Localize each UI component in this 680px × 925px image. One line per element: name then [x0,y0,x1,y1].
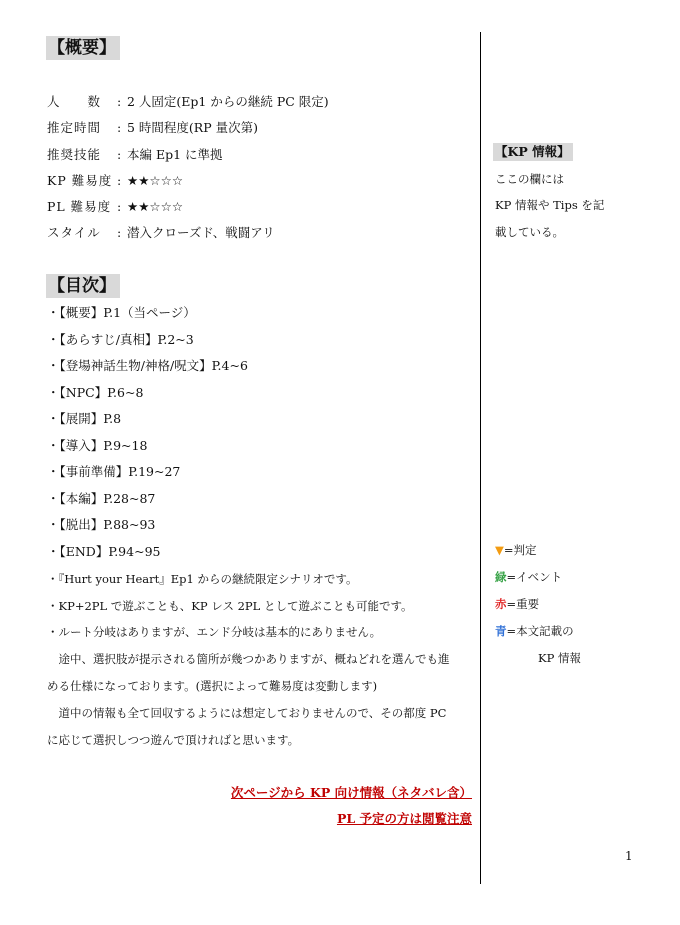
legend-item-judgement [495,541,537,559]
note-line: ・『Hurt your Heart』Ep1 からの継続限定シナリオです。 [47,572,358,586]
legend-item-important [495,595,539,613]
note-line: ・ルート分岐はありますが、エンド分岐は基本的にありません。 [47,625,382,639]
toc-item: ・【END】P.94~95 [47,544,161,559]
overview-value: ★★☆☆☆ [127,199,184,214]
overview-separator: : [117,147,122,162]
note-line: ・KP+2PL で遊ぶことも、KP レス 2PL として遊ぶことも可能です。 [47,599,413,613]
overview-row-style [47,224,275,242]
page-number: 1 [625,849,633,863]
overview-label: 推定時間 [47,120,102,135]
spoiler-warning-line-1: 次ページから KP 向け情報（ネタバレ含） [230,785,472,800]
legend-text: =イベント [506,570,563,584]
toc-item: ・【登場神話生物/神格/呪文】P.4~6 [47,358,248,373]
spoiler-warning-line-2: PL 予定の方は閲覧注意 [336,811,472,826]
toc-item: ・【導入】P.9~18 [47,438,148,453]
orange-triangle-icon: ▼ [495,543,504,557]
kp-info-text: KP 情報や Tips を記 [495,198,605,212]
toc-item: ・【事前準備】P.19~27 [47,464,181,479]
overview-separator: : [117,225,122,240]
legend-mark-green: 緑 [495,570,507,584]
overview-separator: : [117,120,122,135]
kp-info-text: 載している。 [495,225,564,239]
legend-continuation: KP 情報 [538,651,581,665]
legend-text: =判定 [503,543,537,557]
note-line: める仕様になっております。(選択によって難易度は変動します) [47,679,378,693]
overview-label: PL 難易度 [47,199,112,214]
overview-value: 5 時間程度(RP 量次第) [127,120,258,135]
overview-separator: : [117,94,122,109]
toc-item: ・【展開】P.8 [47,411,122,426]
overview-label: スタイル [47,225,101,240]
overview-separator: : [117,199,122,214]
kp-info-heading: 【KP 情報】 [493,143,573,161]
overview-value: ★★☆☆☆ [127,173,184,188]
toc-item: ・【脱出】P.88~93 [47,517,156,532]
legend-item-event [495,568,562,586]
legend-text: =重要 [506,597,540,611]
note-line: に応じて選択しつつ遊んで頂ければと思います。 [47,733,300,747]
toc-item: ・【本編】P.28~87 [47,491,156,506]
toc-item: ・【概要】P.1（当ページ） [47,305,196,320]
column-divider [480,32,481,884]
overview-value: 2 人固定(Ep1 からの継続 PC 限定) [127,94,329,109]
overview-value: 本編 Ep1 に準拠 [127,147,223,162]
legend-text: =本文記載の [506,624,574,638]
legend-mark-red: 赤 [495,597,507,611]
legend-mark-blue: 青 [495,624,507,638]
overview-separator: : [117,173,122,188]
toc-item: ・【NPC】P.6~8 [47,385,144,400]
note-line: 途中、選択肢が提示される箇所が幾つかありますが、概ねどれを選んでも進 [47,652,450,666]
overview-label: KP 難易度 [47,173,113,188]
overview-label: 推奨技能 [47,147,102,162]
overview-label: 人 数 [47,94,102,109]
legend-item-body-info [495,622,574,640]
kp-info-text: ここの欄には [495,172,564,186]
overview-row-players [47,93,329,111]
toc-heading: 【目次】 [46,274,120,298]
overview-heading: 【概要】 [46,36,120,60]
overview-value: 潜入クローズド、戦闘アリ [127,225,275,240]
overview-row-skills [47,146,223,164]
note-line: 道中の情報も全て回収するようには想定しておりませんので、その都度 PC [47,706,447,720]
overview-row-pl-difficulty [47,198,183,216]
toc-item: ・【あらすじ/真相】P.2~3 [47,332,194,347]
overview-row-kp-difficulty [47,172,183,190]
overview-row-time [47,119,258,137]
